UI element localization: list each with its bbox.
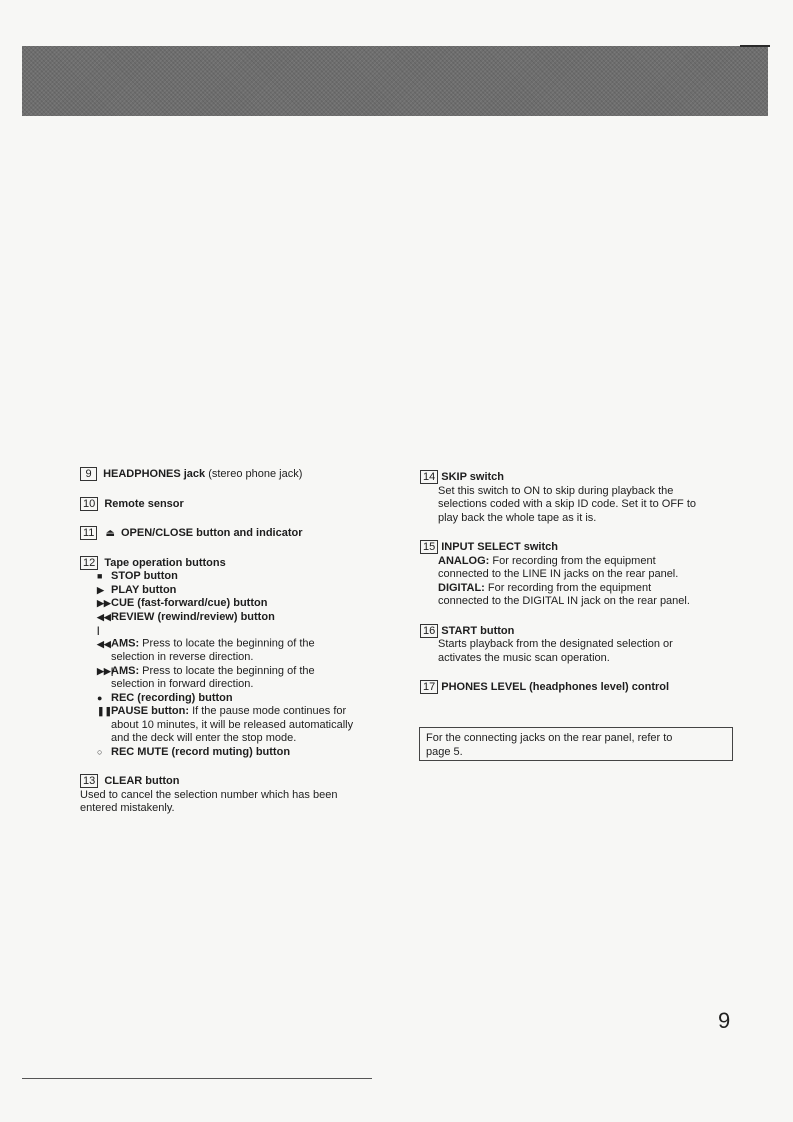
item-title: CLEAR button — [104, 775, 180, 787]
note-text: page 5. — [426, 745, 463, 758]
item-number: 14 — [420, 470, 438, 484]
cue-label: CUE (fast-forward/cue) button — [111, 597, 268, 609]
skip-forward-icon: ▶▶| — [97, 665, 114, 676]
rec-mute-label: REC MUTE (record muting) button — [111, 745, 291, 758]
stop-icon: ■ — [97, 571, 103, 581]
item-16 — [420, 624, 742, 666]
page-number: 9 — [718, 1008, 731, 1033]
pause-label: PAUSE button: — [111, 705, 190, 717]
pause-icon: ❚❚ — [97, 706, 113, 716]
ams-label: AMS: — [111, 637, 140, 650]
item-desc: Set this switch to ON to skip during playback the — [438, 484, 674, 497]
ams-rev-text-cont: selection in reverse direction. — [111, 651, 254, 663]
analog-label: ANALOG: — [438, 554, 490, 567]
item-title: PHONES LEVEL (headphones level) control — [441, 681, 670, 693]
eject-icon: ⏏ — [105, 528, 115, 539]
rec-label: REC (recording) button — [111, 691, 233, 704]
pause-text: If the pause mode continues for — [189, 705, 347, 717]
item-number: 11 — [80, 526, 97, 540]
record-mute-icon: ○ — [97, 746, 103, 757]
item-number: 12 — [80, 556, 98, 570]
item-14 — [420, 470, 742, 525]
play-icon: ▶ — [97, 584, 104, 595]
stop-label: STOP button — [111, 570, 178, 582]
item-12 — [80, 556, 395, 760]
item-desc: Used to cancel the selection number which has been — [80, 788, 338, 801]
ams-label: AMS: — [111, 664, 140, 677]
review-label: REVIEW (rewind/review) button — [111, 610, 275, 623]
item-13 — [80, 774, 395, 816]
item-desc: selections coded with a skip ID code. Set it to OFF to — [438, 498, 697, 510]
header-rule — [740, 45, 770, 47]
item-desc: activates the music scan operation. — [438, 651, 610, 664]
item-desc: entered mistakenly. — [80, 802, 175, 814]
record-icon: ● — [97, 692, 103, 703]
item-9 — [80, 467, 395, 482]
digital-text-cont: connected to the DIGITAL IN jack on the rear panel. — [438, 595, 690, 607]
note-text: For the connecting jacks on the rear panel, refer to — [426, 732, 673, 744]
item-number: 13 — [80, 774, 98, 788]
item-note: (stereo phone jack) — [205, 468, 303, 480]
tape-buttons-list — [80, 570, 395, 759]
left-column — [80, 467, 395, 831]
ams-fwd-text-cont: selection in forward direction. — [111, 678, 254, 690]
item-10 — [80, 497, 395, 512]
item-title: SKIP switch — [441, 471, 505, 483]
item-title: Remote sensor — [104, 497, 184, 510]
ams-fwd-text: Press to locate the beginning of the — [139, 664, 315, 677]
analog-text: For recording from the equipment — [489, 554, 656, 567]
item-15 — [420, 540, 742, 609]
rewind-icon: ◀◀ — [97, 611, 111, 622]
item-11 — [80, 526, 395, 541]
item-17 — [420, 680, 742, 695]
item-desc: Starts playback from the designated selection or — [438, 638, 673, 650]
fast-forward-icon: ▶▶ — [97, 598, 111, 608]
item-number: 10 — [80, 497, 98, 511]
item-number: 16 — [420, 624, 438, 638]
ams-rev-text: Press to locate the beginning of the — [139, 637, 315, 650]
item-title: OPEN/CLOSE button and indicator — [121, 527, 303, 539]
header-band — [22, 46, 768, 116]
play-label: PLAY button — [111, 583, 177, 596]
skip-back-icon: |◀◀ — [97, 625, 111, 649]
item-number: 15 — [420, 540, 438, 554]
analog-text-cont: connected to the LINE IN jacks on the rear panel. — [438, 568, 679, 580]
item-title: HEADPHONES jack — [103, 468, 206, 480]
pause-text-cont: and the deck will enter the stop mode. — [111, 732, 297, 744]
item-number: 17 — [420, 680, 438, 694]
right-column — [420, 470, 742, 710]
note-box — [419, 727, 733, 761]
item-number: 9 — [80, 467, 97, 481]
pause-text-cont: about 10 minutes, it will be released automatically — [111, 718, 354, 731]
item-desc: play back the whole tape as it is. — [438, 511, 597, 524]
digital-label: DIGITAL: — [438, 581, 485, 594]
digital-text: For recording from the equipment — [484, 581, 652, 594]
item-title: START button — [441, 624, 515, 637]
item-title: Tape operation buttons — [104, 556, 226, 569]
item-title: INPUT SELECT switch — [441, 541, 558, 553]
bottom-rule — [22, 1078, 372, 1079]
